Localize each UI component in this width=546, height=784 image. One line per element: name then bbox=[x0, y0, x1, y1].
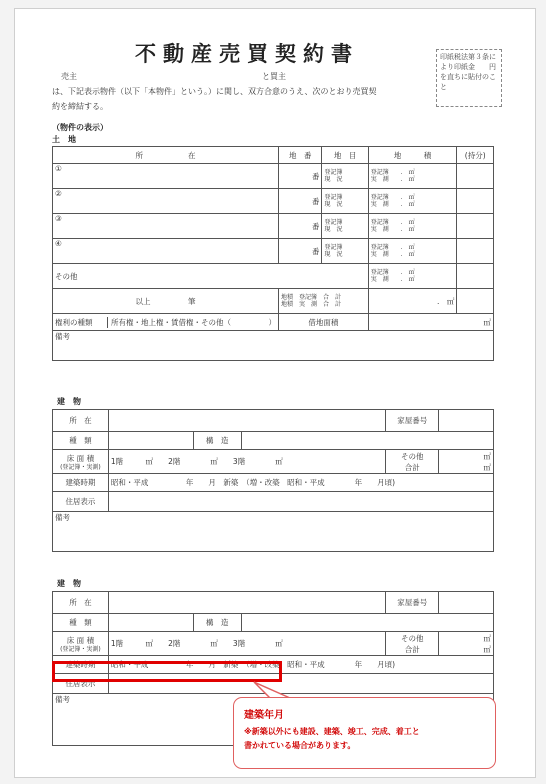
rights-row bbox=[53, 314, 279, 331]
land-other-label: その他 bbox=[53, 264, 369, 289]
area-registry: 登記簿 . ㎡ bbox=[370, 219, 415, 226]
area-registry: 登記簿 . ㎡ bbox=[370, 169, 415, 176]
house-number-label: 家屋番号 bbox=[386, 592, 439, 614]
floor-total-label: 合計 bbox=[404, 462, 420, 472]
structure-label: 構 造 bbox=[193, 614, 241, 632]
structure-value bbox=[241, 432, 493, 450]
floor-total-label: 合計 bbox=[404, 644, 420, 654]
seller-label: 売主 bbox=[61, 72, 77, 81]
kind-label: 種 類 bbox=[53, 432, 109, 450]
header-location: 所 在 bbox=[53, 147, 279, 164]
callout-body-line-1: ※新築以外にも建設、建築、竣工、完成、着工と bbox=[244, 727, 420, 736]
lot-suffix: 番 bbox=[279, 239, 322, 264]
share-cell bbox=[457, 239, 494, 264]
construction-date-value: 昭和・平成 年 月 新築 （増・改築 昭和・平成 年 月頃) bbox=[108, 656, 493, 674]
address-display-label: 住居表示 bbox=[53, 674, 109, 694]
floor-other-unit: ㎡ bbox=[483, 633, 491, 643]
share-cell bbox=[457, 264, 494, 289]
land-total-count: 以上 筆 bbox=[53, 289, 279, 314]
floor-other-label: その他 bbox=[400, 451, 424, 461]
area-actual: 実 測 . ㎡ bbox=[370, 176, 415, 183]
floor-area-label: 床 面 積 bbox=[66, 635, 95, 645]
construction-date-label: 建築時期 bbox=[53, 656, 109, 674]
area-actual: 実 測 . ㎡ bbox=[370, 251, 415, 258]
structure-value bbox=[241, 614, 493, 632]
area-actual: 実 測 . ㎡ bbox=[370, 276, 415, 283]
category-registry: 登記簿 bbox=[324, 169, 343, 176]
category-registry: 登記簿 bbox=[324, 219, 343, 226]
header-land-category: 地 目 bbox=[322, 147, 368, 164]
lot-suffix: 番 bbox=[279, 189, 322, 214]
building-1-heading: 建 物 bbox=[57, 397, 81, 406]
land-table bbox=[52, 146, 494, 361]
callout-heading: 建築年月 bbox=[244, 710, 284, 721]
property-heading: （物件の表示） bbox=[52, 123, 108, 132]
lot-suffix: 番 bbox=[279, 164, 322, 189]
floor-area-values: 1階 ㎡ 2階 ㎡ 3階 ㎡ bbox=[108, 450, 385, 474]
location-value bbox=[108, 410, 385, 432]
rights-value: 所有権・地上権・賃借権・その他（ ） bbox=[111, 317, 276, 327]
building-1-table bbox=[52, 409, 494, 552]
total-registry-label: 地積 登記簿 合 計 bbox=[281, 294, 342, 301]
land-row-label: ④ bbox=[53, 239, 279, 264]
construction-date-highlight bbox=[52, 661, 282, 682]
category-actual: 現 況 bbox=[324, 176, 343, 183]
land-row-label: ① bbox=[53, 164, 279, 189]
category-registry: 登記簿 bbox=[324, 194, 343, 201]
building-2-remarks: 備考 bbox=[53, 694, 494, 746]
land-remarks: 備考 bbox=[53, 331, 494, 361]
floor-area-values: 1階 ㎡ 2階 ㎡ 3階 ㎡ bbox=[108, 632, 385, 656]
callout-box bbox=[233, 697, 496, 769]
buyer-label: と買主 bbox=[262, 72, 286, 81]
floor-area-sub: (登記簿・実測) bbox=[60, 463, 101, 471]
address-display-label: 住居表示 bbox=[53, 492, 109, 512]
construction-date-value: 昭和・平成 年 月 新築 （増・改築 昭和・平成 年 月頃) bbox=[108, 474, 493, 492]
house-number-value bbox=[439, 592, 494, 614]
floor-total-unit: ㎡ bbox=[483, 644, 491, 654]
land-heading: 土 地 bbox=[52, 135, 76, 144]
share-cell bbox=[457, 214, 494, 239]
land-row-label: ③ bbox=[53, 214, 279, 239]
header-land-area: 地 積 bbox=[368, 147, 457, 164]
category-actual: 現 況 bbox=[324, 251, 343, 258]
construction-date-label: 建築時期 bbox=[53, 474, 109, 492]
house-number-value bbox=[439, 410, 494, 432]
lot-suffix: 番 bbox=[279, 214, 322, 239]
area-registry: 登記簿 . ㎡ bbox=[370, 269, 415, 276]
share-cell bbox=[457, 164, 494, 189]
header-lot-number: 地 番 bbox=[279, 147, 322, 164]
address-display-value bbox=[108, 492, 493, 512]
area-registry: 登記簿 . ㎡ bbox=[370, 194, 415, 201]
floor-total-unit: ㎡ bbox=[483, 462, 491, 472]
category-actual: 現 況 bbox=[324, 201, 343, 208]
callout-body-line-2: 書かれている場合があります。 bbox=[244, 741, 356, 750]
total-actual-label: 地積 実 測 合 計 bbox=[281, 301, 342, 308]
area-actual: 実 測 . ㎡ bbox=[370, 201, 415, 208]
share-cell bbox=[457, 189, 494, 214]
borrowed-area-label: 借地面積 bbox=[279, 314, 369, 331]
location-value bbox=[108, 592, 385, 614]
area-registry: 登記簿 . ㎡ bbox=[370, 244, 415, 251]
rights-label: 権利の種類 bbox=[55, 317, 108, 328]
intro-line-2: は、下記表示物件（以下「本物件」という。）に関し、双方合意のうえ、次のとおり売買契 bbox=[52, 87, 377, 96]
intro-line-3: 約を締結する。 bbox=[52, 102, 108, 111]
building-1-remarks: 備考 bbox=[53, 512, 494, 552]
revenue-stamp-note: 印紙税法第３条により印紙金 円を直ちに貼付のこと bbox=[436, 49, 502, 107]
category-actual: 現 況 bbox=[324, 226, 343, 233]
land-row-label: ② bbox=[53, 189, 279, 214]
floor-other-label: その他 bbox=[400, 633, 424, 643]
building-2-heading: 建 物 bbox=[57, 579, 81, 588]
area-actual: 実 測 . ㎡ bbox=[370, 226, 415, 233]
location-label: 所 在 bbox=[53, 410, 109, 432]
location-label: 所 在 bbox=[53, 592, 109, 614]
kind-value bbox=[108, 614, 193, 632]
kind-label: 種 類 bbox=[53, 614, 109, 632]
land-total-area: . ㎡ bbox=[368, 289, 457, 314]
structure-label: 構 造 bbox=[193, 432, 241, 450]
floor-area-sub: (登記簿・実測) bbox=[60, 645, 101, 653]
floor-area-label: 床 面 積 bbox=[66, 453, 95, 463]
header-share: (持分) bbox=[457, 147, 494, 164]
document-title: 不動産売買契約書 bbox=[135, 41, 359, 66]
category-registry: 登記簿 bbox=[324, 244, 343, 251]
share-cell bbox=[457, 289, 494, 314]
kind-value bbox=[108, 432, 193, 450]
borrowed-area-unit: ㎡ bbox=[368, 314, 493, 331]
floor-other-unit: ㎡ bbox=[483, 451, 491, 461]
house-number-label: 家屋番号 bbox=[386, 410, 439, 432]
